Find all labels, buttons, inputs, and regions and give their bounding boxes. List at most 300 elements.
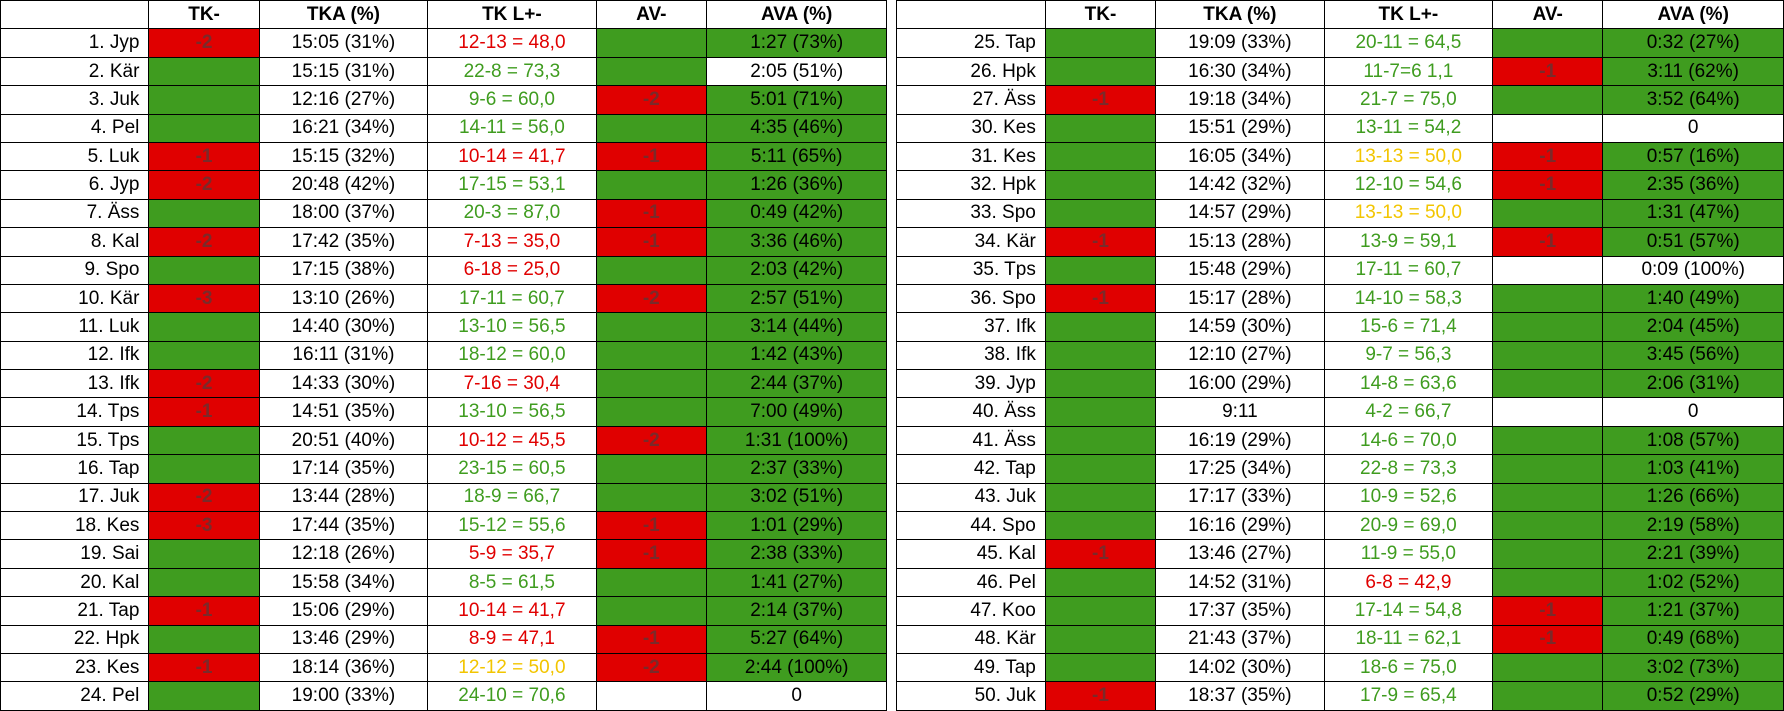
av-cell <box>1493 455 1603 483</box>
tka-cell: 16:11 (31%) <box>259 341 427 369</box>
column-gap <box>887 284 897 312</box>
table-row <box>1 57 1784 85</box>
table-row <box>1 313 1784 341</box>
tka-cell: 14:02 (30%) <box>1156 653 1324 681</box>
tka-cell: 20:48 (42%) <box>259 171 427 199</box>
tkl-cell: 15-12 = 55,6 <box>428 512 596 540</box>
tka-cell: 12:18 (26%) <box>259 540 427 568</box>
ava-cell: 7:00 (49%) <box>706 398 887 426</box>
av-cell <box>1493 256 1603 284</box>
ava-cell: 0:49 (42%) <box>706 199 887 227</box>
tkl-cell: 7-13 = 35,0 <box>428 228 596 256</box>
av-cell <box>1493 426 1603 454</box>
tkl-cell: 6-18 = 25,0 <box>428 256 596 284</box>
av-cell <box>1493 512 1603 540</box>
table-row <box>1 341 1784 369</box>
tk-cell: -1 <box>1045 284 1155 312</box>
ava-cell: 1:31 (100%) <box>706 426 887 454</box>
tka-cell: 16:21 (34%) <box>259 114 427 142</box>
tkl-cell: 13-9 = 59,1 <box>1324 228 1492 256</box>
player-name: 23. Kes <box>1 653 149 681</box>
ava-cell: 1:40 (49%) <box>1603 284 1784 312</box>
tka-cell: 18:37 (35%) <box>1156 682 1324 710</box>
tkl-cell: 18-6 = 75,0 <box>1324 653 1492 681</box>
table-row <box>1 114 1784 142</box>
column-gap <box>887 29 897 57</box>
tkl-cell: 9-6 = 60,0 <box>428 86 596 114</box>
tk-cell: -2 <box>149 171 259 199</box>
tk-cell <box>149 568 259 596</box>
av-cell: -1 <box>1493 625 1603 653</box>
player-name: 32. Hpk <box>897 171 1045 199</box>
player-name: 6. Jyp <box>1 171 149 199</box>
av-cell <box>596 455 706 483</box>
av-cell <box>1493 370 1603 398</box>
table-row <box>1 256 1784 284</box>
tka-cell: 13:44 (28%) <box>259 483 427 511</box>
tk-cell <box>1045 512 1155 540</box>
tkl-cell: 18-11 = 62,1 <box>1324 625 1492 653</box>
av-cell <box>596 398 706 426</box>
tkl-cell: 20-3 = 87,0 <box>428 199 596 227</box>
table-row <box>1 512 1784 540</box>
player-name: 46. Pel <box>897 568 1045 596</box>
table-row <box>1 370 1784 398</box>
header-av-left: AV- <box>596 1 706 29</box>
tk-cell: -1 <box>1045 86 1155 114</box>
tka-cell: 15:06 (29%) <box>259 597 427 625</box>
tka-cell: 17:15 (38%) <box>259 256 427 284</box>
tk-cell <box>149 625 259 653</box>
tka-cell: 14:33 (30%) <box>259 370 427 398</box>
tka-cell: 17:25 (34%) <box>1156 455 1324 483</box>
ava-cell: 4:35 (46%) <box>706 114 887 142</box>
av-cell: -1 <box>596 512 706 540</box>
tk-cell: -2 <box>149 370 259 398</box>
ava-cell: 3:52 (64%) <box>1603 86 1784 114</box>
ava-cell: 0 <box>1603 398 1784 426</box>
tka-cell: 13:46 (27%) <box>1156 540 1324 568</box>
tka-cell: 14:40 (30%) <box>259 313 427 341</box>
player-name: 24. Pel <box>1 682 149 710</box>
player-name: 38. Ifk <box>897 341 1045 369</box>
ava-cell: 2:21 (39%) <box>1603 540 1784 568</box>
player-name: 40. Äss <box>897 398 1045 426</box>
table-row <box>1 455 1784 483</box>
player-name: 34. Kär <box>897 228 1045 256</box>
table-row <box>1 284 1784 312</box>
tkl-cell: 12-13 = 48,0 <box>428 29 596 57</box>
player-name: 10. Kär <box>1 284 149 312</box>
player-name: 13. Ifk <box>1 370 149 398</box>
tkl-cell: 17-15 = 53,1 <box>428 171 596 199</box>
av-cell: -2 <box>596 426 706 454</box>
tka-cell: 16:05 (34%) <box>1156 142 1324 170</box>
ava-cell: 2:57 (51%) <box>706 284 887 312</box>
tka-cell: 13:10 (26%) <box>259 284 427 312</box>
tka-cell: 15:17 (28%) <box>1156 284 1324 312</box>
tk-cell <box>1045 398 1155 426</box>
ava-cell: 0:09 (100%) <box>1603 256 1784 284</box>
header-ava-right: AVA (%) <box>1603 1 1784 29</box>
column-gap <box>887 86 897 114</box>
ava-cell: 3:02 (73%) <box>1603 653 1784 681</box>
column-gap <box>887 625 897 653</box>
tkl-cell: 7-16 = 30,4 <box>428 370 596 398</box>
ava-cell: 2:37 (33%) <box>706 455 887 483</box>
tk-cell <box>149 341 259 369</box>
ava-cell: 2:35 (36%) <box>1603 171 1784 199</box>
ava-cell: 1:42 (43%) <box>706 341 887 369</box>
column-gap <box>887 341 897 369</box>
player-name: 5. Luk <box>1 142 149 170</box>
tka-cell: 14:59 (30%) <box>1156 313 1324 341</box>
table-row <box>1 426 1784 454</box>
tk-cell: -1 <box>149 653 259 681</box>
tkl-cell: 17-9 = 65,4 <box>1324 682 1492 710</box>
table-row <box>1 597 1784 625</box>
av-cell: -2 <box>596 284 706 312</box>
tkl-cell: 10-12 = 45,5 <box>428 426 596 454</box>
ava-cell: 0:57 (16%) <box>1603 142 1784 170</box>
tkl-cell: 20-9 = 69,0 <box>1324 512 1492 540</box>
tkl-cell: 8-9 = 47,1 <box>428 625 596 653</box>
av-cell: -1 <box>596 199 706 227</box>
tka-cell: 17:37 (35%) <box>1156 597 1324 625</box>
header-name-right <box>897 1 1045 29</box>
tk-cell <box>1045 29 1155 57</box>
tka-cell: 16:30 (34%) <box>1156 57 1324 85</box>
tkl-cell: 14-8 = 63,6 <box>1324 370 1492 398</box>
tk-cell <box>1045 256 1155 284</box>
tka-cell: 19:18 (34%) <box>1156 86 1324 114</box>
av-cell <box>1493 540 1603 568</box>
tk-cell <box>149 114 259 142</box>
av-cell <box>596 29 706 57</box>
ava-cell: 1:26 (36%) <box>706 171 887 199</box>
av-cell <box>596 568 706 596</box>
tkl-cell: 22-8 = 73,3 <box>1324 455 1492 483</box>
av-cell <box>1493 398 1603 426</box>
tkl-cell: 11-9 = 55,0 <box>1324 540 1492 568</box>
tk-cell <box>1045 597 1155 625</box>
tkl-cell: 14-10 = 58,3 <box>1324 284 1492 312</box>
ava-cell: 1:31 (47%) <box>1603 199 1784 227</box>
tkl-cell: 18-12 = 60,0 <box>428 341 596 369</box>
av-cell <box>596 171 706 199</box>
tk-cell <box>149 426 259 454</box>
tka-cell: 17:17 (33%) <box>1156 483 1324 511</box>
tkl-cell: 15-6 = 71,4 <box>1324 313 1492 341</box>
tkl-cell: 4-2 = 66,7 <box>1324 398 1492 426</box>
av-cell <box>1493 341 1603 369</box>
av-cell <box>596 597 706 625</box>
player-name: 22. Hpk <box>1 625 149 653</box>
tka-cell: 15:51 (29%) <box>1156 114 1324 142</box>
av-cell <box>1493 199 1603 227</box>
tkl-cell: 12-12 = 50,0 <box>428 653 596 681</box>
ava-cell: 2:04 (45%) <box>1603 313 1784 341</box>
column-gap <box>887 1 897 29</box>
player-name: 33. Spo <box>897 199 1045 227</box>
av-cell <box>596 341 706 369</box>
tk-cell <box>1045 114 1155 142</box>
tk-cell <box>149 57 259 85</box>
av-cell: -1 <box>1493 142 1603 170</box>
tka-cell: 17:42 (35%) <box>259 228 427 256</box>
player-name: 31. Kes <box>897 142 1045 170</box>
header-row <box>1 1 1784 29</box>
ava-cell: 1:27 (73%) <box>706 29 887 57</box>
av-cell <box>1493 86 1603 114</box>
ava-cell: 2:03 (42%) <box>706 256 887 284</box>
tk-cell <box>149 199 259 227</box>
tk-cell <box>1045 426 1155 454</box>
av-cell <box>1493 313 1603 341</box>
table-row <box>1 228 1784 256</box>
header-tka-left: TKA (%) <box>259 1 427 29</box>
ava-cell: 0:52 (29%) <box>1603 682 1784 710</box>
tkl-cell: 24-10 = 70,6 <box>428 682 596 710</box>
player-name: 12. Ifk <box>1 341 149 369</box>
ava-cell: 5:11 (65%) <box>706 142 887 170</box>
tka-cell: 18:14 (36%) <box>259 653 427 681</box>
table-body <box>1 29 1784 710</box>
tka-cell: 21:43 (37%) <box>1156 625 1324 653</box>
av-cell <box>1493 29 1603 57</box>
av-cell <box>596 57 706 85</box>
tkl-cell: 14-11 = 56,0 <box>428 114 596 142</box>
av-cell: -1 <box>1493 597 1603 625</box>
tka-cell: 15:13 (28%) <box>1156 228 1324 256</box>
ava-cell: 2:14 (37%) <box>706 597 887 625</box>
ava-cell: 3:02 (51%) <box>706 483 887 511</box>
tk-cell <box>1045 625 1155 653</box>
table-row <box>1 483 1784 511</box>
tka-cell: 19:09 (33%) <box>1156 29 1324 57</box>
ava-cell: 5:01 (71%) <box>706 86 887 114</box>
av-cell <box>596 682 706 710</box>
column-gap <box>887 455 897 483</box>
ava-cell: 3:36 (46%) <box>706 228 887 256</box>
player-name: 42. Tap <box>897 455 1045 483</box>
column-gap <box>887 256 897 284</box>
tka-cell: 14:57 (29%) <box>1156 199 1324 227</box>
tka-cell: 19:00 (33%) <box>259 682 427 710</box>
av-cell <box>1493 653 1603 681</box>
table-row <box>1 625 1784 653</box>
column-gap <box>887 597 897 625</box>
av-cell: -2 <box>596 653 706 681</box>
tkl-cell: 10-14 = 41,7 <box>428 142 596 170</box>
tkl-cell: 10-9 = 52,6 <box>1324 483 1492 511</box>
player-name: 50. Juk <box>897 682 1045 710</box>
ava-cell: 0 <box>706 682 887 710</box>
tka-cell: 16:16 (29%) <box>1156 512 1324 540</box>
tkl-cell: 17-11 = 60,7 <box>1324 256 1492 284</box>
ava-cell: 1:26 (66%) <box>1603 483 1784 511</box>
player-name: 27. Äss <box>897 86 1045 114</box>
ava-cell: 1:03 (41%) <box>1603 455 1784 483</box>
player-name: 41. Äss <box>897 426 1045 454</box>
av-cell <box>1493 114 1603 142</box>
player-name: 45. Kal <box>897 540 1045 568</box>
ava-cell: 5:27 (64%) <box>706 625 887 653</box>
av-cell: -1 <box>596 142 706 170</box>
ava-cell: 1:21 (37%) <box>1603 597 1784 625</box>
ava-cell: 2:44 (37%) <box>706 370 887 398</box>
tka-cell: 20:51 (40%) <box>259 426 427 454</box>
player-name: 26. Hpk <box>897 57 1045 85</box>
player-name: 21. Tap <box>1 597 149 625</box>
column-gap <box>887 313 897 341</box>
column-gap <box>887 171 897 199</box>
tk-cell <box>149 682 259 710</box>
tk-cell: -1 <box>149 142 259 170</box>
tka-cell: 15:15 (32%) <box>259 142 427 170</box>
tka-cell: 12:10 (27%) <box>1156 341 1324 369</box>
tka-cell: 15:58 (34%) <box>259 568 427 596</box>
column-gap <box>887 370 897 398</box>
player-name: 20. Kal <box>1 568 149 596</box>
tk-cell <box>149 313 259 341</box>
player-name: 48. Kär <box>897 625 1045 653</box>
tk-cell <box>1045 341 1155 369</box>
tkl-cell: 9-7 = 56,3 <box>1324 341 1492 369</box>
tka-cell: 14:42 (32%) <box>1156 171 1324 199</box>
table-row <box>1 86 1784 114</box>
tk-cell <box>1045 57 1155 85</box>
tkl-cell: 22-8 = 73,3 <box>428 57 596 85</box>
tkl-cell: 8-5 = 61,5 <box>428 568 596 596</box>
player-name: 16. Tap <box>1 455 149 483</box>
header-tka-right: TKA (%) <box>1156 1 1324 29</box>
column-gap <box>887 483 897 511</box>
player-name: 1. Jyp <box>1 29 149 57</box>
header-av-right: AV- <box>1493 1 1603 29</box>
ava-cell: 1:41 (27%) <box>706 568 887 596</box>
column-gap <box>887 228 897 256</box>
player-name: 25. Tap <box>897 29 1045 57</box>
tkl-cell: 13-10 = 56,5 <box>428 313 596 341</box>
header-name-left <box>1 1 149 29</box>
tkl-cell: 14-6 = 70,0 <box>1324 426 1492 454</box>
ava-cell: 1:01 (29%) <box>706 512 887 540</box>
tkl-cell: 13-11 = 54,2 <box>1324 114 1492 142</box>
tka-cell: 17:14 (35%) <box>259 455 427 483</box>
tk-cell: -2 <box>149 483 259 511</box>
av-cell: -1 <box>596 228 706 256</box>
tkl-cell: 13-13 = 50,0 <box>1324 199 1492 227</box>
tk-cell <box>1045 171 1155 199</box>
column-gap <box>887 398 897 426</box>
player-name: 8. Kal <box>1 228 149 256</box>
tk-cell <box>1045 568 1155 596</box>
player-name: 9. Spo <box>1 256 149 284</box>
tkl-cell: 18-9 = 66,7 <box>428 483 596 511</box>
tka-cell: 18:00 (37%) <box>259 199 427 227</box>
tk-cell <box>149 86 259 114</box>
tk-cell <box>1045 653 1155 681</box>
player-name: 37. Ifk <box>897 313 1045 341</box>
ava-cell: 3:14 (44%) <box>706 313 887 341</box>
header-tkl-left: TK L+- <box>428 1 596 29</box>
tkl-cell: 6-8 = 42,9 <box>1324 568 1492 596</box>
table-row <box>1 29 1784 57</box>
player-name: 4. Pel <box>1 114 149 142</box>
player-name: 44. Spo <box>897 512 1045 540</box>
table-row <box>1 142 1784 170</box>
tk-cell: -2 <box>149 228 259 256</box>
table-row <box>1 199 1784 227</box>
column-gap <box>887 568 897 596</box>
ava-cell: 2:06 (31%) <box>1603 370 1784 398</box>
column-gap <box>887 512 897 540</box>
tkl-cell: 12-10 = 54,6 <box>1324 171 1492 199</box>
tk-cell: -3 <box>149 284 259 312</box>
table-row <box>1 171 1784 199</box>
player-name: 19. Sai <box>1 540 149 568</box>
player-name: 18. Kes <box>1 512 149 540</box>
header-tkl-right: TK L+- <box>1324 1 1492 29</box>
ava-cell: 3:11 (62%) <box>1603 57 1784 85</box>
column-gap <box>887 426 897 454</box>
tk-cell <box>149 256 259 284</box>
ava-cell: 2:19 (58%) <box>1603 512 1784 540</box>
tkl-cell: 13-10 = 56,5 <box>428 398 596 426</box>
column-gap <box>887 653 897 681</box>
tk-cell: -1 <box>1045 228 1155 256</box>
tkl-cell: 23-15 = 60,5 <box>428 455 596 483</box>
player-name: 36. Spo <box>897 284 1045 312</box>
table-row <box>1 682 1784 710</box>
player-name: 35. Tps <box>897 256 1045 284</box>
ava-cell: 2:05 (51%) <box>706 57 887 85</box>
ava-cell: 0 <box>1603 114 1784 142</box>
tka-cell: 16:19 (29%) <box>1156 426 1324 454</box>
tka-cell: 13:46 (29%) <box>259 625 427 653</box>
player-name: 49. Tap <box>897 653 1045 681</box>
table-row <box>1 653 1784 681</box>
player-name: 15. Tps <box>1 426 149 454</box>
tka-cell: 12:16 (27%) <box>259 86 427 114</box>
av-cell: -1 <box>596 625 706 653</box>
header-ava-left: AVA (%) <box>706 1 887 29</box>
av-cell: -2 <box>596 86 706 114</box>
ava-cell: 2:44 (100%) <box>706 653 887 681</box>
tkl-cell: 21-7 = 75,0 <box>1324 86 1492 114</box>
av-cell: -1 <box>1493 171 1603 199</box>
av-cell <box>596 114 706 142</box>
ava-cell: 0:32 (27%) <box>1603 29 1784 57</box>
table-header <box>1 1 1784 29</box>
column-gap <box>887 57 897 85</box>
tkl-cell: 17-14 = 54,8 <box>1324 597 1492 625</box>
column-gap <box>887 199 897 227</box>
av-cell: -1 <box>1493 228 1603 256</box>
column-gap <box>887 682 897 710</box>
header-tk-left: TK- <box>149 1 259 29</box>
tka-cell: 15:48 (29%) <box>1156 256 1324 284</box>
ava-cell: 1:02 (52%) <box>1603 568 1784 596</box>
av-cell <box>1493 682 1603 710</box>
player-name: 2. Kär <box>1 57 149 85</box>
tk-cell <box>1045 313 1155 341</box>
tk-cell <box>1045 370 1155 398</box>
tkl-cell: 17-11 = 60,7 <box>428 284 596 312</box>
player-name: 17. Juk <box>1 483 149 511</box>
tk-cell <box>1045 455 1155 483</box>
